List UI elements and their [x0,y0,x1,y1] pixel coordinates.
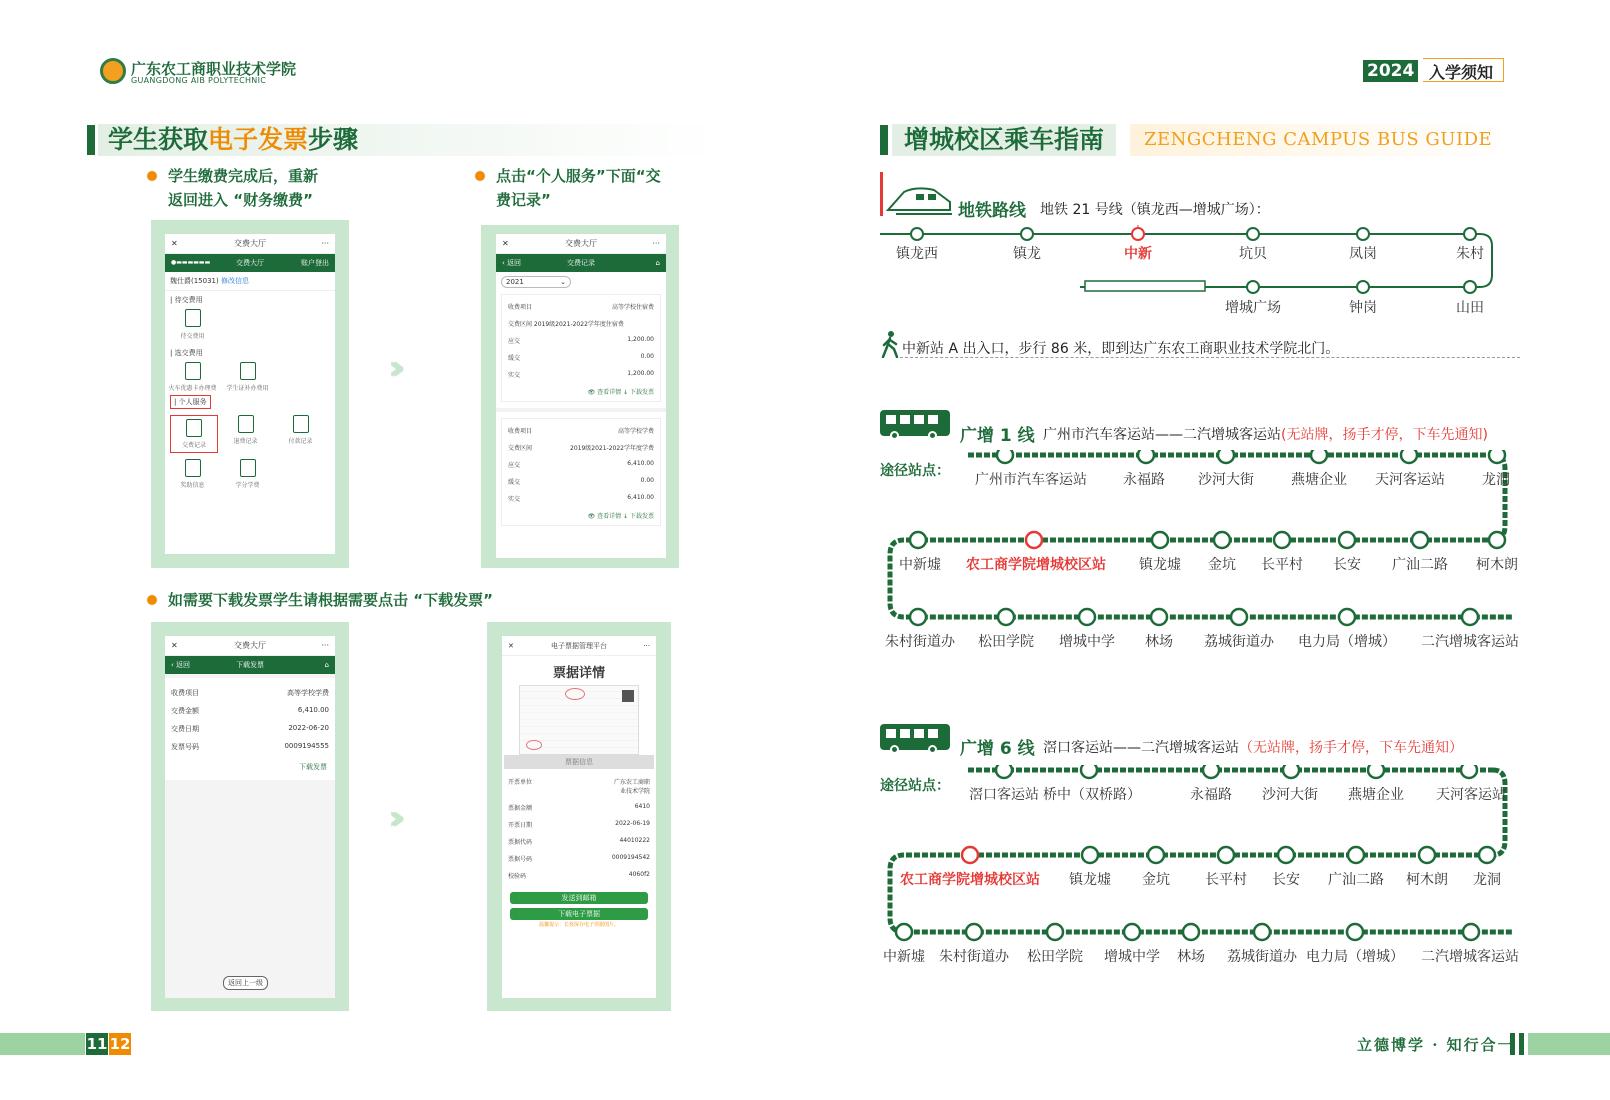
download-ticket-button[interactable]: 下载电子票据 [510,908,648,920]
station-label: 松田学院 [978,634,1034,650]
metro-train-icon [1085,281,1205,291]
bus-stop-dot [1339,532,1355,548]
metro-station-dot [1357,281,1369,293]
credit-icon [240,459,256,477]
bus-stop-dot [1203,765,1219,778]
station-label: 金坑 [1142,872,1170,888]
station-label: 长安 [1272,872,1300,888]
station-label: 燕塘企业 [1291,472,1347,488]
station-label: 永福路 [1123,472,1165,488]
walk-instruction: 中新站 A 出入口，步行 86 米，即到达广东农工商职业技术学院北门。 [902,341,1340,357]
metro-station-dot [1247,228,1259,240]
school-logo-icon [100,58,126,84]
station-label: 镇龙墟 [1139,557,1181,573]
info-row: 缓交 0.00 [508,353,654,362]
bus-icon [880,410,950,436]
station-label: 林场 [1145,634,1173,650]
station-label: 增城中学 [1104,949,1160,965]
bus-stop-dot [996,765,1012,778]
info-row: 缓交 0.00 [508,477,654,486]
bus-stop-dot [910,609,926,625]
station-label: 荔城街道办 [1227,949,1297,965]
station-label: 燕塘企业 [1348,787,1404,803]
bus-stop-dot [1231,609,1247,625]
page-number-right: 12 [109,1035,131,1053]
bus1-route: 广州市汽车客运站——二汽增城客运站(无站牌，扬手才停，下车先通知) [1043,427,1488,443]
station-label: 山田 [1456,300,1484,316]
bus-stop-dot [1124,924,1140,940]
info-row: 票据金额 6410 [508,803,650,812]
home-icon: ⌂ [655,259,660,267]
bus-stop-dot [1218,847,1234,863]
bus-stop-dot [1081,765,1097,778]
metro-desc: 地铁 21 号线（镇龙西—增城广场）： [1040,202,1270,218]
bus6-name: 广增 6 线 [960,739,1035,759]
metro-station-dot [1464,228,1476,240]
station-label: 镇龙 [1013,246,1041,262]
bus-stop-dot [1339,609,1355,625]
payment-icon [293,415,309,433]
station-label: 广州市汽车客运站 [975,472,1087,488]
info-row: 收费项目 高等学校学费 [171,689,329,697]
year-select[interactable]: 2021 ⌄ [501,276,571,288]
bus-stop-dot [896,924,912,940]
station-label: 二汽增城客运站 [1421,634,1519,650]
bus-stop-dot [1152,532,1168,548]
bus1-via-label: 途径站点： [880,463,950,479]
info-row: 校验码 4060f2 [508,871,650,880]
metro-train-icon [886,184,954,218]
info-row: 交费日期 2022-06-20 [171,724,329,733]
station-label: 镇龙墟 [1069,872,1111,888]
phone-4-screen: ✕ 电子票据管理平台 ··· 票据详情 票据信息 开票单位 广东农工商职 业技术学院 票据金额 6410 开票日期 2022-06-19 票据代码 44010222 票据号码 0009194542 校验码 4060f2 发送到邮箱 下载电子票据 温馨提示：长按保存电子票据图片。 [502,636,656,998]
bus-stop-dot [997,450,1013,463]
station-label: 柯木朗 [1476,557,1518,573]
station-label: 林场 [1177,949,1205,965]
bus-stop-dot [1401,450,1417,463]
train-card-icon [185,362,201,380]
metro-label: 地铁路线 [958,201,1026,221]
ticket-heading: 票据详情 [552,666,605,681]
info-row: 票据代码 44010222 [508,837,650,846]
page-number-left: 11 [86,1035,108,1053]
info-row: 交费区间 2019级2021-2022学年度住宿费 [508,321,624,328]
phone-3-screen: ✕ 交费大厅 ··· ‹ 返回 下载发票 ⌂ 收费项目 高等学校学费 交费金额 6,410.00 交费日期 2022-06-20 发票号码 0009194555 下载发票 返回上一级 [165,636,335,998]
step-2-text: 点击“个人服务”下面“交 费记录” [496,167,661,209]
walking-person-icon [880,330,900,358]
info-row: 票据号码 0009194542 [508,854,650,863]
award-icon [185,459,201,477]
station-label: 荔城街道办 [1204,634,1274,650]
station-label: 电力局（增城） [1306,949,1404,965]
bus-stop-dot [1419,847,1435,863]
bus1-name: 广增 1 线 [960,426,1035,446]
bus-stop-dot [1462,609,1478,625]
bus-stop-dot [966,924,982,940]
bus-stop-dot [1348,847,1364,863]
station-label: 增城中学 [1059,634,1115,650]
metro-station-dot [1132,228,1144,240]
station-label: 沙河大街 [1198,472,1254,488]
metro-station-dot [911,228,923,240]
station-label: 朱村 [1456,246,1484,262]
download-invoice-link[interactable]: 下载发票 [165,762,335,780]
station-label: 桥中（双桥路） [1043,787,1141,803]
station-label: 永福路 [1190,787,1232,803]
school-name-en: GUANGDONG AIB POLYTECHNIC [131,76,267,85]
arrow-icon: ››› [388,798,395,838]
section-bar [880,125,888,155]
wallet-icon [186,419,202,437]
station-label: 农工商学院增城校区站 [966,557,1106,573]
station-label: 松田学院 [1027,949,1083,965]
bus-stop-dot [1148,847,1164,863]
footer-bar-left [0,1033,85,1055]
bus-stop-dot [1463,924,1479,940]
bus-stop-dot [1412,532,1428,548]
refund-icon [238,415,254,433]
bus-stop-dot [1026,532,1042,548]
info-row: 开票日期 2022-06-19 [508,820,650,829]
station-label: 天河客运站 [1436,787,1506,803]
bus-stop-dot [1283,765,1299,778]
invoice-image [519,685,639,755]
station-label: 广汕二路 [1392,557,1448,573]
bus-stop-dot [1311,450,1327,463]
station-label: 钟岗 [1349,300,1377,316]
metro-station-dot [1247,281,1259,293]
info-row: 收费项目 高等学校学费 [508,428,654,435]
arrow-icon: ››› [388,348,395,388]
right-section-title: 增城校区乘车指南 [892,124,1116,156]
bus6-via-label: 途径站点： [880,778,950,794]
phone-1-screen: ✕ 交费大厅 ··· ●▬▬▬▬▬▬ 交费大厅 账户登出 魏仕爵(15031) 修改信息 | 待交费用 待交费用 | 选交费用 火车优惠卡办理费 学生证补办费用 | 个人服务 交费记录 退费记录 付款记录 奖助信息 学分学费 [165,234,335,554]
bus-stop-dot [910,532,926,548]
bus-stop-dot [1461,765,1477,778]
bus-stop-dot [1218,450,1234,463]
station-label: 广汕二路 [1328,872,1384,888]
bus-stop-dot [998,609,1014,625]
metro-line-map [880,225,1520,325]
bus-icon [880,724,950,750]
station-label: 长平村 [1261,557,1303,573]
metro-station-dot [1021,228,1033,240]
step-1-text: 学生缴费完成后，重新 返回进入 “财务缴费” [168,167,319,209]
station-label: 长安 [1333,557,1361,573]
bus6-route: 滘口客运站——二汽增城客运站（无站牌，扬手才停，下车先通知） [1043,740,1463,756]
info-row: 应交 1,200.00 [508,336,654,345]
bullet-dot-icon [147,595,157,605]
bus-stop-dot [1151,609,1167,625]
metro-station-dot [1464,281,1476,293]
station-label: 龙洞 [1473,872,1501,888]
station-label: 镇龙西 [896,246,938,262]
info-row: 实交 6,410.00 [508,494,654,503]
info-row: 开票单位 广东农工商职 业技术学院 [508,779,650,795]
bus-stop-dot [1489,532,1505,548]
bus-stop-dot [1183,924,1199,940]
info-row: 交费金额 6,410.00 [171,706,329,715]
station-label: 龙洞 [1482,472,1510,488]
left-section-title: 学生获取电子发票步骤 [98,124,720,156]
station-label: 柯木朗 [1406,872,1448,888]
station-label: 中新墟 [883,949,925,965]
station-label: 长平村 [1205,872,1247,888]
bullet-dot-icon [147,171,157,181]
bus-stop-dot [962,847,978,863]
bus-stop-dot [1347,924,1363,940]
info-row: 发票号码 0009194555 [171,742,329,751]
section-bar [87,125,95,155]
info-row: 收费项目 高等学校住宿费 [508,304,654,311]
motto: 立德博学 · 知行合一 [1357,1036,1515,1054]
bus-stop-dot [1489,450,1505,463]
station-label: 中新墟 [899,557,941,573]
bus-stop-dot [1274,532,1290,548]
station-label: 凤岗 [1349,246,1377,262]
bus-stop-dot [1368,765,1384,778]
bus-stop-dot [1214,532,1230,548]
header-title: 入学须知 [1423,58,1504,82]
station-label: 二汽增城客运站 [1421,949,1519,965]
station-label: 增城广场 [1225,300,1281,316]
bus-stop-dot [1479,847,1495,863]
station-label: 坑贝 [1239,246,1267,262]
bus-stop-dot [1278,847,1294,863]
right-section-title-en: ZENGCHENG CAMPUS BUS GUIDE [1130,124,1510,156]
payment-record-item[interactable]: 交费记录 [170,415,218,453]
bus-stop-dot [1047,924,1063,940]
info-row: 实交 1,200.00 [508,370,654,379]
bullet-dot-icon [475,171,485,181]
metro-station-dot [1357,228,1369,240]
send-email-button[interactable]: 发送到邮箱 [510,892,648,904]
bus-stop-dot [1082,847,1098,863]
bus-stop-dot [1138,450,1154,463]
back-button[interactable]: 返回上一级 [223,976,268,990]
step-3-text: 如需要下载发票学生请根据需要点击 “下载发票” [168,591,493,609]
school-name-cn: 广东农工商职业技术学院 [131,60,297,78]
card-actions[interactable]: 👁 查看详情 ↓ 下载发票 [587,389,654,396]
footer-bar-right [1528,1033,1610,1055]
qr-code-icon [622,690,634,702]
station-label: 电力局（增城） [1298,634,1396,650]
station-label: 朱村街道办 [939,949,1009,965]
info-row: 应交 6,410.00 [508,460,654,469]
info-row: 交费区间 2019级2021-2022学年度学费 [508,445,654,452]
station-label: 农工商学院增城校区站 [900,872,1040,888]
station-label: 沙河大街 [1262,787,1318,803]
metro-marker [880,172,883,216]
bus-stop-dot [1079,609,1095,625]
station-label: 天河客运站 [1375,472,1445,488]
pending-fee-icon [185,309,201,327]
card-actions[interactable]: 👁 查看详情 ↓ 下载发票 [587,513,654,520]
bus-stop-dot [1254,924,1270,940]
year-badge: 2024 [1363,60,1418,82]
station-label: 滘口客运站 [969,787,1039,803]
station-label: 金坑 [1208,557,1236,573]
station-label: 朱村街道办 [885,634,955,650]
station-label: 中新 [1124,246,1152,262]
flag-icon [1138,225,1146,227]
phone-2-screen: ✕ 交费大厅 ··· ‹ 返回 交费记录 ⌂ 2021 ⌄ 收费项目 高等学校住宿费 交费区间 2019级2021-2022学年度住宿费 应交 1,200.00 缓交 0.00 实交 1,200.00 👁 查看详情 ↓ 下载发票 收费项目 高等学校学费 交费区间 2019级2021-2022学年度学费 应交 6,410.00 缓交 0.00 实交 6,410.00 👁 查看详情 ↓ 下载发票 [496,234,666,558]
student-card-icon [240,362,256,380]
